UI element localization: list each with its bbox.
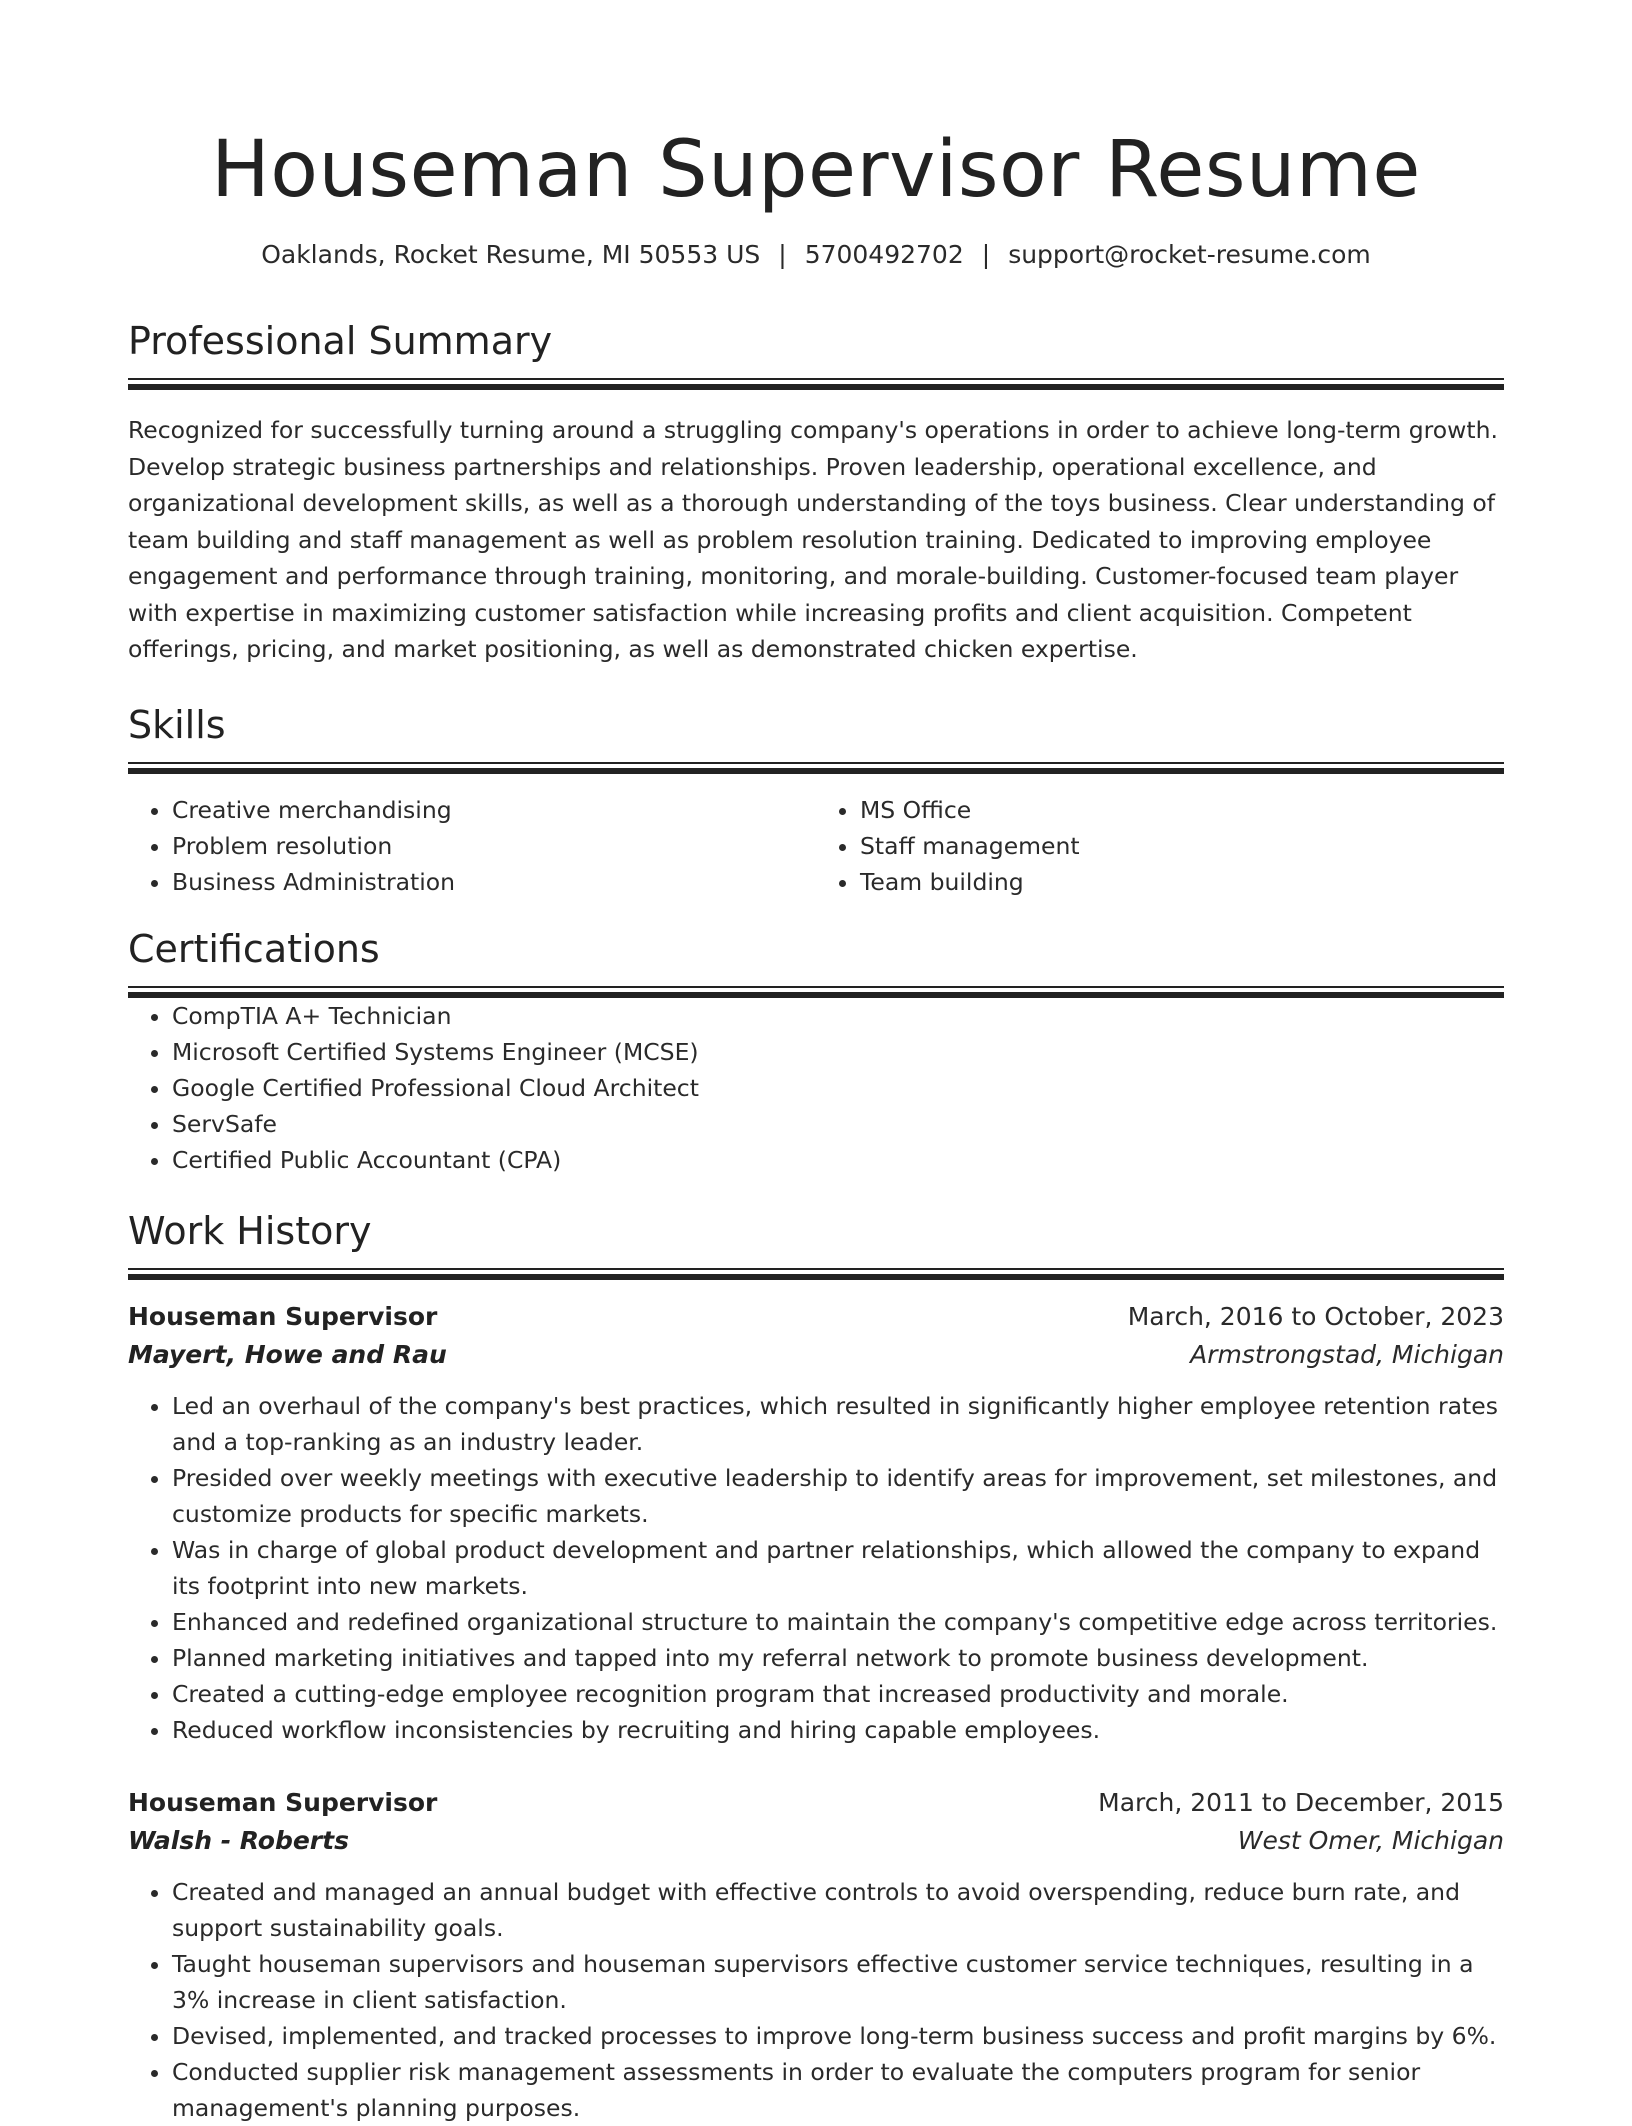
responsibility-item: • Was in charge of global product development and partner relationships, which allowed the company to expand its footprint into new markets. bbox=[172, 1532, 1504, 1604]
contact-line bbox=[128, 238, 1504, 272]
certification-item: • CompTIA A+ Technician bbox=[172, 998, 1504, 1034]
responsibility-item: • Created a cutting-edge employee recognition program that increased productivity and morale. bbox=[172, 1676, 1504, 1712]
section-skills bbox=[128, 700, 1504, 900]
skill-item: • Team building bbox=[860, 864, 1504, 900]
job-title: Houseman Supervisor bbox=[128, 1787, 438, 1817]
certification-item: • Google Certified Professional Cloud Architect bbox=[172, 1070, 1504, 1106]
job-location: Armstrongstad, Michigan bbox=[1190, 1339, 1504, 1369]
certification-item: • Certified Public Accountant (CPA) bbox=[172, 1142, 1504, 1178]
job-responsibilities bbox=[128, 1874, 1504, 2126]
section-certifications bbox=[128, 924, 1504, 1178]
section-professional-summary bbox=[128, 316, 1504, 668]
job-entry bbox=[128, 1298, 1504, 1748]
job-title: Houseman Supervisor bbox=[128, 1301, 438, 1331]
skill-item: • Business Administration bbox=[172, 864, 816, 900]
responsibility-item: • Conducted supplier risk management assessments in order to evaluate the computers program for senior management's planning purposes. bbox=[172, 2054, 1504, 2126]
certification-item: • Microsoft Certified Systems Engineer (MCSE) bbox=[172, 1034, 1504, 1070]
skill-item: • Creative merchandising bbox=[172, 792, 816, 828]
responsibility-item: • Enhanced and redefined organizational structure to maintain the company's competitive edge across territories. bbox=[172, 1604, 1504, 1640]
job-dates: March, 2011 to December, 2015 bbox=[1098, 1787, 1504, 1817]
job-responsibilities bbox=[128, 1388, 1504, 1748]
contact-separator: | bbox=[778, 240, 787, 269]
job-entry bbox=[128, 1784, 1504, 2126]
responsibility-item: • Devised, implemented, and tracked processes to improve long-term business success and profit margins by 6%. bbox=[172, 2018, 1504, 2054]
job-company-row bbox=[128, 1822, 1504, 1860]
section-divider bbox=[128, 378, 1504, 390]
responsibility-item: • Led an overhaul of the company's best practices, which resulted in significantly higher employee retention rates and a top-ranking as an industry leader. bbox=[172, 1388, 1504, 1460]
job-company: Walsh - Roberts bbox=[128, 1825, 349, 1855]
skills-list-left bbox=[128, 792, 816, 900]
responsibility-item: • Reduced workflow inconsistencies by recruiting and hiring capable employees. bbox=[172, 1712, 1504, 1748]
job-dates: March, 2016 to October, 2023 bbox=[1127, 1301, 1504, 1331]
job-header-row bbox=[128, 1784, 1504, 1822]
section-heading: Certifications bbox=[128, 926, 380, 971]
section-heading: Professional Summary bbox=[128, 319, 553, 363]
job-company-row bbox=[128, 1336, 1504, 1374]
section-heading: Work History bbox=[128, 1208, 372, 1253]
certifications-list bbox=[128, 998, 1504, 1178]
skills-columns bbox=[128, 792, 1504, 900]
contact-separator: | bbox=[981, 240, 991, 269]
responsibility-item: • Created and managed an annual budget with effective controls to avoid overspending, reduce burn rate, and support sustainability goals. bbox=[172, 1874, 1504, 1946]
responsibility-item: • Taught houseman supervisors and houseman supervisors effective customer service techniques, resulting in a 3% increase in client satisfaction. bbox=[172, 1946, 1504, 2018]
skill-item: • MS Office bbox=[860, 792, 1504, 828]
contact-address: Oaklands, Rocket Resume, MI 50553 US bbox=[261, 240, 761, 269]
certification-item: • ServSafe bbox=[172, 1106, 1504, 1142]
resume-title: Houseman Supervisor Resume bbox=[211, 125, 1421, 215]
section-divider bbox=[128, 1268, 1504, 1280]
section-heading: Skills bbox=[128, 702, 226, 747]
job-company: Mayert, Howe and Rau bbox=[128, 1339, 447, 1369]
section-divider bbox=[128, 762, 1504, 774]
contact-phone[interactable]: 5700492702 bbox=[804, 240, 964, 269]
summary-text: Recognized for successfully turning around a struggling company's operations in order to achieve long-term growth. Develop strategic business partnerships and relationships. Proven leadership, operational excellence, and organizational development skills, as well as a thorough understanding of the toys business. Clear understanding of team building and staff management as well as problem resolution training. Dedicated to improving employee engagement and performance through training, monitoring, and morale-building. Customer-focused team player with expertise in maximizing customer satisfaction while increasing profits and client acquisition. Competent offerings, pricing, and market positioning, as well as demonstrated chicken expertise. bbox=[128, 416, 1498, 663]
skill-item: • Problem resolution bbox=[172, 828, 816, 864]
skills-list-right bbox=[816, 792, 1504, 900]
skill-item: • Staff management bbox=[860, 828, 1504, 864]
section-work-history bbox=[128, 1206, 1504, 2126]
job-header-row bbox=[128, 1298, 1504, 1336]
contact-email[interactable]: support@rocket-resume.com bbox=[1008, 240, 1371, 269]
responsibility-item: • Presided over weekly meetings with executive leadership to identify areas for improvement, set milestones, and customize products for specific markets. bbox=[172, 1460, 1504, 1532]
responsibility-item: • Planned marketing initiatives and tapped into my referral network to promote business development. bbox=[172, 1640, 1504, 1676]
section-divider bbox=[128, 986, 1504, 998]
job-location: West Omer, Michigan bbox=[1237, 1825, 1504, 1855]
